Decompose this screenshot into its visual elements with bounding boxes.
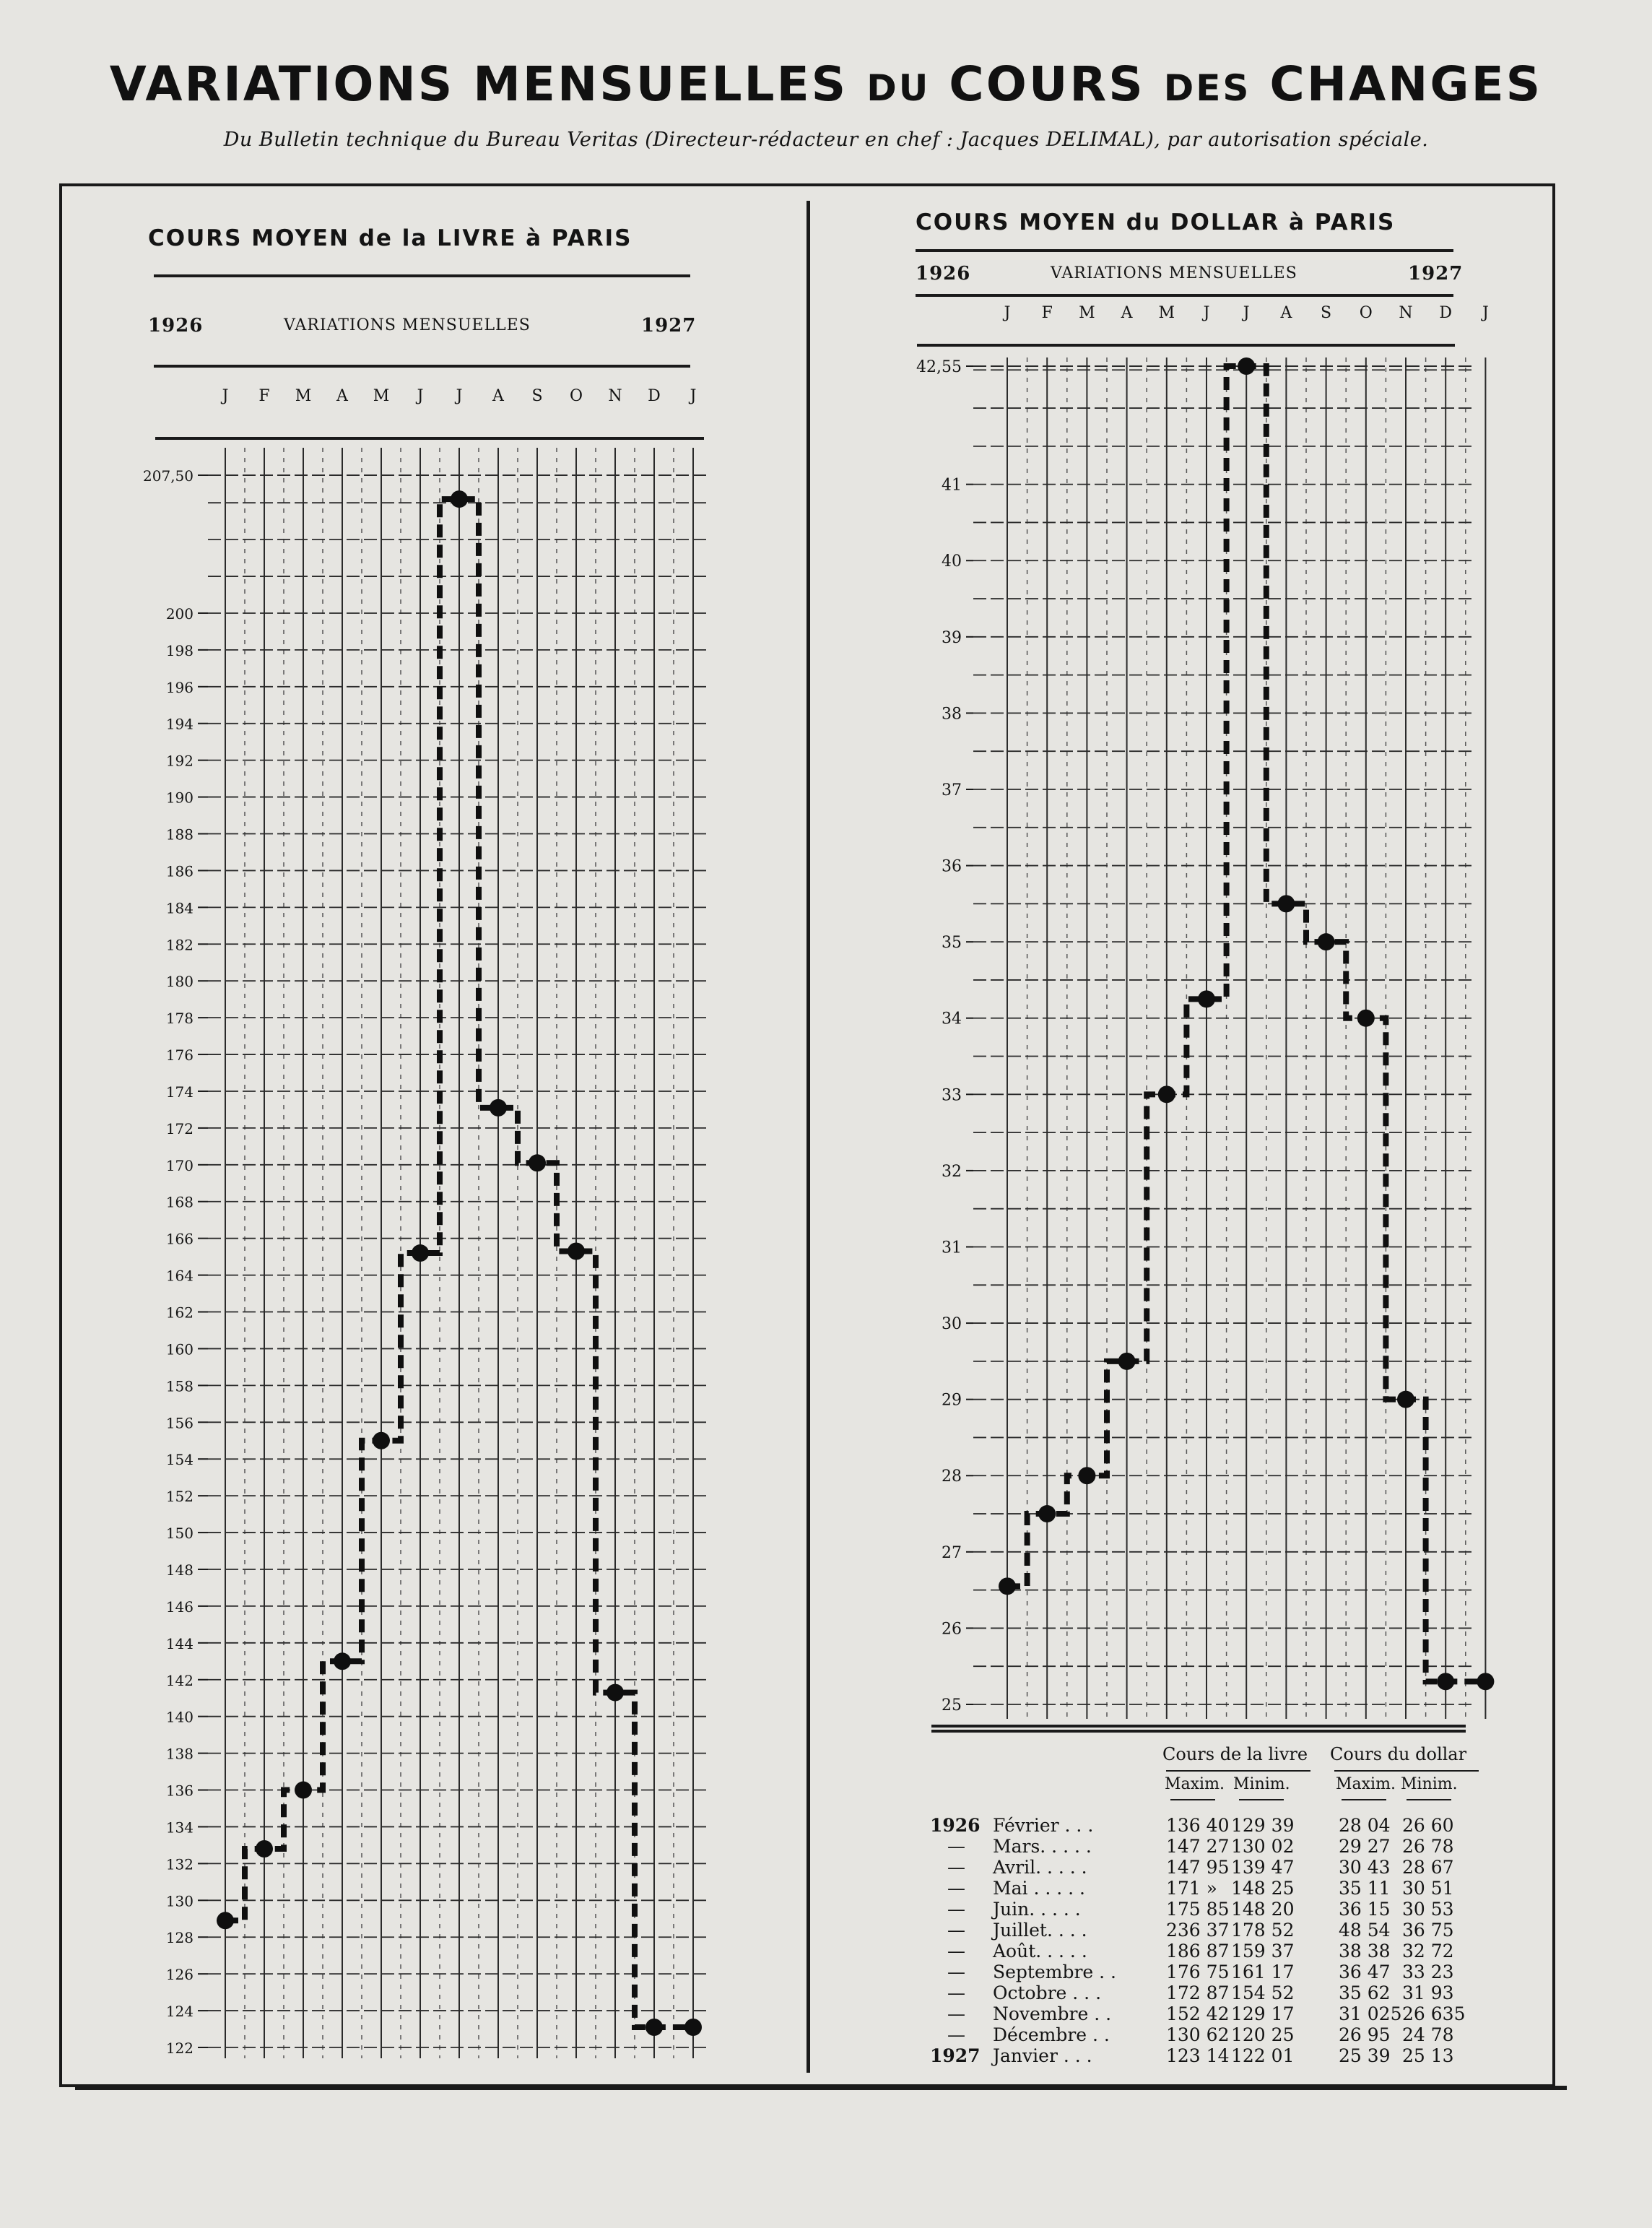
livre-chart-title xyxy=(148,225,632,251)
dollar-year-end xyxy=(1408,263,1463,285)
page-title xyxy=(0,56,1652,112)
dollar-chart-subtitle: VARIATIONS MENSUELLES xyxy=(1051,264,1297,282)
table-row-month: Mars. . . . . xyxy=(993,1836,1092,1857)
livre-month-label: O xyxy=(569,387,583,405)
table-row-month: Janvier . . . xyxy=(993,2045,1092,2066)
title-word-2: MENSUELLES xyxy=(473,56,848,112)
dollar-y-tick-label: 30 xyxy=(942,1315,962,1334)
livre-y-tick-label: 198 xyxy=(165,641,194,659)
table-cell-value: 26 95 xyxy=(1339,2024,1391,2045)
livre-month-label: A xyxy=(492,387,504,405)
dollar-month-label: M xyxy=(1079,304,1095,322)
livre-year-rule xyxy=(154,365,690,368)
dollar-month-label: A xyxy=(1280,304,1292,322)
table-cell-value: 35 11 xyxy=(1339,1878,1391,1899)
livre-month-label: D xyxy=(648,387,661,405)
livre-y-tick-label: 174 xyxy=(165,1083,194,1101)
dollar-data-point xyxy=(1397,1391,1414,1408)
dollar-data-point xyxy=(1078,1467,1095,1484)
dollar-month-label: J xyxy=(1243,304,1250,322)
livre-y-tick-label: 186 xyxy=(165,862,194,880)
table-cell-value: 147 27 xyxy=(1166,1836,1230,1857)
livre-y-tick-label: 168 xyxy=(165,1193,194,1211)
table-sub-underline xyxy=(1170,1799,1215,1800)
livre-y-tick-label: 142 xyxy=(165,1671,194,1689)
livre-month-label: F xyxy=(258,387,270,405)
livre-y-tick-label: 188 xyxy=(165,825,194,844)
dollar-month-label: S xyxy=(1321,304,1332,322)
livre-y-tick-label: 178 xyxy=(165,1010,194,1028)
table-row-month: Avril. . . . . xyxy=(993,1857,1087,1878)
dollar-year-rule xyxy=(916,294,1453,297)
table-cell-value: 48 54 xyxy=(1339,1920,1391,1941)
dollar-y-tick-label: 26 xyxy=(942,1620,962,1639)
table-row-year: — xyxy=(947,1941,965,1962)
livre-y-tick-label: 207,50 xyxy=(143,467,194,485)
dollar-data-point xyxy=(1158,1085,1175,1103)
table-row-year: — xyxy=(947,1857,965,1878)
table-cell-value: 175 85 xyxy=(1166,1899,1230,1920)
livre-month-label: M xyxy=(295,387,312,405)
dollar-y-tick-label: 37 xyxy=(942,781,962,799)
livre-month-label: S xyxy=(531,387,543,405)
dollar-y-tick-label: 35 xyxy=(942,934,962,953)
livre-y-tick-label: 158 xyxy=(165,1377,194,1395)
livre-y-tick-label: 190 xyxy=(165,789,194,807)
table-cell-value: 130 02 xyxy=(1231,1836,1295,1857)
table-row-year: — xyxy=(947,1962,965,1982)
table-cell-value: 31 93 xyxy=(1402,1982,1454,2003)
table-cell-value: 36 15 xyxy=(1339,1899,1391,1920)
livre-y-tick-label: 160 xyxy=(165,1340,194,1358)
table-cell-value: 36 75 xyxy=(1402,1920,1454,1941)
livre-y-tick-label: 180 xyxy=(165,973,194,991)
table-group-header-livre: Cours de la livre xyxy=(1162,1744,1308,1764)
chart-divider xyxy=(807,201,810,2073)
table-cell-value: 33 23 xyxy=(1402,1962,1454,1982)
table-cell-value: 123 14 xyxy=(1166,2045,1230,2066)
table-cell-value: 30 53 xyxy=(1402,1899,1454,1920)
dollar-month-label: N xyxy=(1399,304,1413,322)
livre-data-point xyxy=(684,2019,702,2036)
table-row-month: Février . . . xyxy=(993,1815,1094,1836)
table-row-month: Août. . . . . xyxy=(993,1941,1087,1962)
table-cell-value: 28 04 xyxy=(1339,1815,1391,1836)
livre-data-point xyxy=(568,1242,585,1260)
title-word-1: VARIATIONS xyxy=(109,56,455,112)
dollar-data-point xyxy=(999,1577,1016,1595)
dollar-month-label: D xyxy=(1439,304,1453,322)
table-cell-value: 148 25 xyxy=(1231,1878,1295,1899)
table-row-month: Décembre . . xyxy=(993,2024,1110,2045)
dollar-y-tick-label: 33 xyxy=(942,1086,962,1105)
table-cell-value: 26 60 xyxy=(1402,1815,1454,1836)
table-row-year: 1927 xyxy=(930,2045,981,2066)
table-cell-value: 31 025 xyxy=(1339,2003,1402,2024)
table-cell-value: 38 38 xyxy=(1339,1941,1391,1962)
table-sub-header: Maxim. xyxy=(1336,1775,1396,1793)
table-cell-value: 152 42 xyxy=(1166,2003,1230,2024)
livre-data-point xyxy=(645,2019,663,2036)
table-cell-value: 176 75 xyxy=(1166,1962,1230,1982)
table-cell-value: 35 62 xyxy=(1339,1982,1391,2003)
livre-y-tick-label: 144 xyxy=(165,1634,194,1652)
table-top-rule xyxy=(931,1730,1466,1733)
table-cell-value: 148 20 xyxy=(1231,1899,1295,1920)
dollar-data-point xyxy=(1437,1673,1454,1690)
dollar-title-text: COURS MOYEN du DOLLAR à PARIS xyxy=(916,209,1396,235)
table-row-year: — xyxy=(947,1836,965,1857)
table-row-year: — xyxy=(947,1920,965,1941)
dollar-chart xyxy=(910,303,1487,1726)
title-word-6: CHANGES xyxy=(1269,56,1543,112)
table-row-month: Novembre . . xyxy=(993,2003,1112,2024)
table-row-year: — xyxy=(947,2024,965,2045)
livre-month-label: J xyxy=(417,387,424,405)
title-word-4: COURS xyxy=(949,56,1145,112)
table-sub-underline xyxy=(1239,1799,1284,1800)
dollar-year-end-text: 1927 xyxy=(1408,263,1464,285)
livre-y-tick-label: 140 xyxy=(165,1708,194,1726)
livre-year-start-text: 1926 xyxy=(148,315,204,337)
dollar-month-label: J xyxy=(1203,304,1210,322)
livre-month-label: N xyxy=(608,387,622,405)
dollar-year-start xyxy=(916,263,970,285)
livre-y-tick-label: 122 xyxy=(165,2040,194,2057)
dollar-data-point xyxy=(1357,1010,1375,1027)
table-sub-header: Minim. xyxy=(1401,1775,1458,1793)
table-cell-value: 172 87 xyxy=(1166,1982,1230,2003)
table-cell-value: 129 39 xyxy=(1231,1815,1295,1836)
dollar-year-start-text: 1926 xyxy=(916,263,971,285)
table-sub-underline xyxy=(1342,1799,1386,1800)
bottom-rule xyxy=(75,2086,1567,2090)
livre-title-text: COURS MOYEN de la LIVRE à PARIS xyxy=(148,225,632,251)
livre-y-tick-label: 146 xyxy=(165,1598,194,1616)
livre-y-tick-label: 164 xyxy=(165,1267,194,1285)
dollar-month-label: A xyxy=(1121,304,1133,322)
dollar-y-tick-label: 31 xyxy=(942,1239,962,1257)
dollar-data-point xyxy=(1277,895,1295,912)
dollar-data-point xyxy=(1318,933,1335,950)
livre-data-point xyxy=(295,1782,312,1799)
table-cell-value: 178 52 xyxy=(1231,1920,1295,1941)
livre-y-tick-label: 196 xyxy=(165,678,194,696)
livre-y-tick-label: 162 xyxy=(165,1304,194,1322)
table-cell-value: 30 43 xyxy=(1339,1857,1391,1878)
table-cell-value: 32 72 xyxy=(1402,1941,1454,1962)
dollar-y-tick-label: 38 xyxy=(942,705,962,724)
livre-month-label: J xyxy=(456,387,463,405)
livre-title-rule xyxy=(154,274,690,277)
table-cell-value: 122 01 xyxy=(1231,2045,1295,2066)
table-row-year: 1926 xyxy=(930,1815,981,1836)
table-row-month: Mai . . . . . xyxy=(993,1878,1085,1899)
table-row-year: — xyxy=(947,1899,965,1920)
dollar-y-tick-label: 41 xyxy=(942,476,962,495)
dollar-chart-title xyxy=(916,209,1395,235)
dollar-month-label: M xyxy=(1158,304,1175,322)
table-cell-value: 120 25 xyxy=(1231,2024,1295,2045)
dollar-month-label: J xyxy=(1482,304,1489,322)
livre-data-point xyxy=(490,1099,507,1117)
dollar-data-point xyxy=(1118,1353,1136,1370)
table-group-header-dollar: Cours du dollar xyxy=(1330,1744,1467,1764)
dollar-title-rule xyxy=(916,249,1453,252)
table-cell-value: 139 47 xyxy=(1231,1857,1295,1878)
table-cell-value: 25 13 xyxy=(1402,2045,1454,2066)
table-sub-header: Maxim. xyxy=(1165,1775,1225,1793)
table-cell-value: 186 87 xyxy=(1166,1941,1230,1962)
table-cell-value: 159 37 xyxy=(1231,1941,1295,1962)
dollar-y-tick-label: 40 xyxy=(942,552,962,571)
table-row-month: Juin. . . . . xyxy=(993,1899,1081,1920)
livre-y-tick-label: 132 xyxy=(165,1855,194,1873)
livre-y-tick-label: 128 xyxy=(165,1929,194,1947)
livre-y-tick-label: 172 xyxy=(165,1119,194,1137)
livre-y-tick-label: 192 xyxy=(165,752,194,770)
table-cell-value: 25 39 xyxy=(1339,2045,1391,2066)
livre-y-tick-label: 124 xyxy=(165,2003,194,2021)
dollar-y-tick-label: 29 xyxy=(942,1391,962,1410)
table-cell-value: 26 78 xyxy=(1402,1836,1454,1857)
livre-year-start xyxy=(148,315,203,337)
livre-y-tick-label: 148 xyxy=(165,1561,194,1579)
table-cell-value: 236 37 xyxy=(1166,1920,1230,1941)
table-sub-header: Minim. xyxy=(1233,1775,1290,1793)
livre-y-tick-label: 126 xyxy=(165,1966,194,1984)
livre-y-tick-label: 136 xyxy=(165,1782,194,1800)
livre-month-label: J xyxy=(690,387,697,405)
livre-y-tick-label: 154 xyxy=(165,1451,194,1469)
livre-data-point xyxy=(256,1840,273,1858)
table-row-month: Septembre . . xyxy=(993,1962,1117,1982)
livre-y-tick-label: 138 xyxy=(165,1745,194,1763)
dollar-month-label: J xyxy=(1004,304,1011,322)
livre-data-point xyxy=(373,1432,390,1449)
rates-table xyxy=(917,1730,1487,2066)
table-cell-value: 29 27 xyxy=(1339,1836,1391,1857)
table-cell-value: 129 17 xyxy=(1231,2003,1295,2024)
livre-y-tick-label: 156 xyxy=(165,1414,194,1432)
livre-y-tick-label: 152 xyxy=(165,1488,194,1506)
table-cell-value: 36 47 xyxy=(1339,1962,1391,1982)
table-cell-value: 26 635 xyxy=(1402,2003,1466,2024)
table-row-year: — xyxy=(947,2003,965,2024)
livre-data-point xyxy=(334,1652,351,1670)
livre-data-point xyxy=(217,1912,234,1929)
table-cell-value: 30 51 xyxy=(1402,1878,1454,1899)
dollar-y-tick-label: 27 xyxy=(942,1543,962,1562)
table-cell-value: 161 17 xyxy=(1231,1962,1295,1982)
table-group-underline-dollar xyxy=(1334,1770,1479,1772)
table-cell-value: 171 » xyxy=(1166,1878,1217,1899)
table-group-underline-livre xyxy=(1166,1770,1310,1772)
livre-data-point xyxy=(607,1684,624,1702)
table-row-month: Juillet. . . . xyxy=(993,1920,1087,1941)
livre-y-tick-label: 194 xyxy=(165,715,194,733)
livre-y-tick-label: 134 xyxy=(165,1819,194,1837)
dollar-y-tick-label: 34 xyxy=(942,1010,962,1028)
livre-year-end xyxy=(641,315,696,337)
dollar-y-tick-label: 32 xyxy=(942,1162,962,1181)
dollar-y-tick-label: 42,55 xyxy=(916,358,962,376)
table-cell-value: 28 67 xyxy=(1402,1857,1454,1878)
livre-data-point xyxy=(412,1244,429,1262)
dollar-month-label: O xyxy=(1359,304,1373,322)
livre-month-label: J xyxy=(222,387,229,405)
table-cell-value: 136 40 xyxy=(1166,1815,1230,1836)
title-word-3: DU xyxy=(866,67,931,109)
livre-y-tick-label: 166 xyxy=(165,1230,194,1248)
dollar-data-point xyxy=(1477,1673,1494,1690)
table-sub-underline xyxy=(1407,1799,1451,1800)
table-row-year: — xyxy=(947,1878,965,1899)
livre-month-label: M xyxy=(373,387,390,405)
table-cell-value: 24 78 xyxy=(1402,2024,1454,2045)
table-row-month: Octobre . . . xyxy=(993,1982,1102,2003)
title-word-5: DES xyxy=(1163,67,1251,109)
dollar-y-tick-label: 25 xyxy=(942,1696,962,1715)
table-cell-value: 130 62 xyxy=(1166,2024,1230,2045)
livre-y-tick-label: 176 xyxy=(165,1046,194,1065)
dollar-data-point xyxy=(1038,1505,1056,1522)
livre-data-point xyxy=(529,1154,546,1171)
dollar-y-tick-label: 36 xyxy=(942,857,962,876)
page-subtitle: Du Bulletin technique du Bureau Veritas (Directeur-rédacteur en chef : Jacques DELIMAL), par autorisation spéciale. xyxy=(223,129,1429,151)
table-cell-value: 147 95 xyxy=(1166,1857,1230,1878)
dollar-data-point xyxy=(1238,357,1255,375)
table-row-year: — xyxy=(947,1982,965,2003)
dollar-data-point xyxy=(1198,990,1215,1007)
livre-year-end-text: 1927 xyxy=(641,315,697,337)
table-cell-value: 154 52 xyxy=(1231,1982,1295,2003)
dollar-month-label: F xyxy=(1041,304,1053,322)
livre-y-tick-label: 170 xyxy=(165,1156,194,1174)
livre-y-tick-label: 130 xyxy=(165,1892,194,1910)
livre-data-point xyxy=(451,490,468,508)
livre-y-tick-label: 150 xyxy=(165,1525,194,1543)
livre-y-tick-label: 182 xyxy=(165,936,194,954)
dollar-y-tick-label: 28 xyxy=(942,1468,962,1486)
dollar-y-tick-label: 39 xyxy=(942,628,962,647)
livre-chart-subtitle: VARIATIONS MENSUELLES xyxy=(284,316,531,334)
livre-y-tick-label: 200 xyxy=(165,604,194,623)
livre-chart xyxy=(137,379,729,2069)
livre-y-tick-label: 184 xyxy=(165,899,194,917)
livre-month-label: A xyxy=(336,387,348,405)
